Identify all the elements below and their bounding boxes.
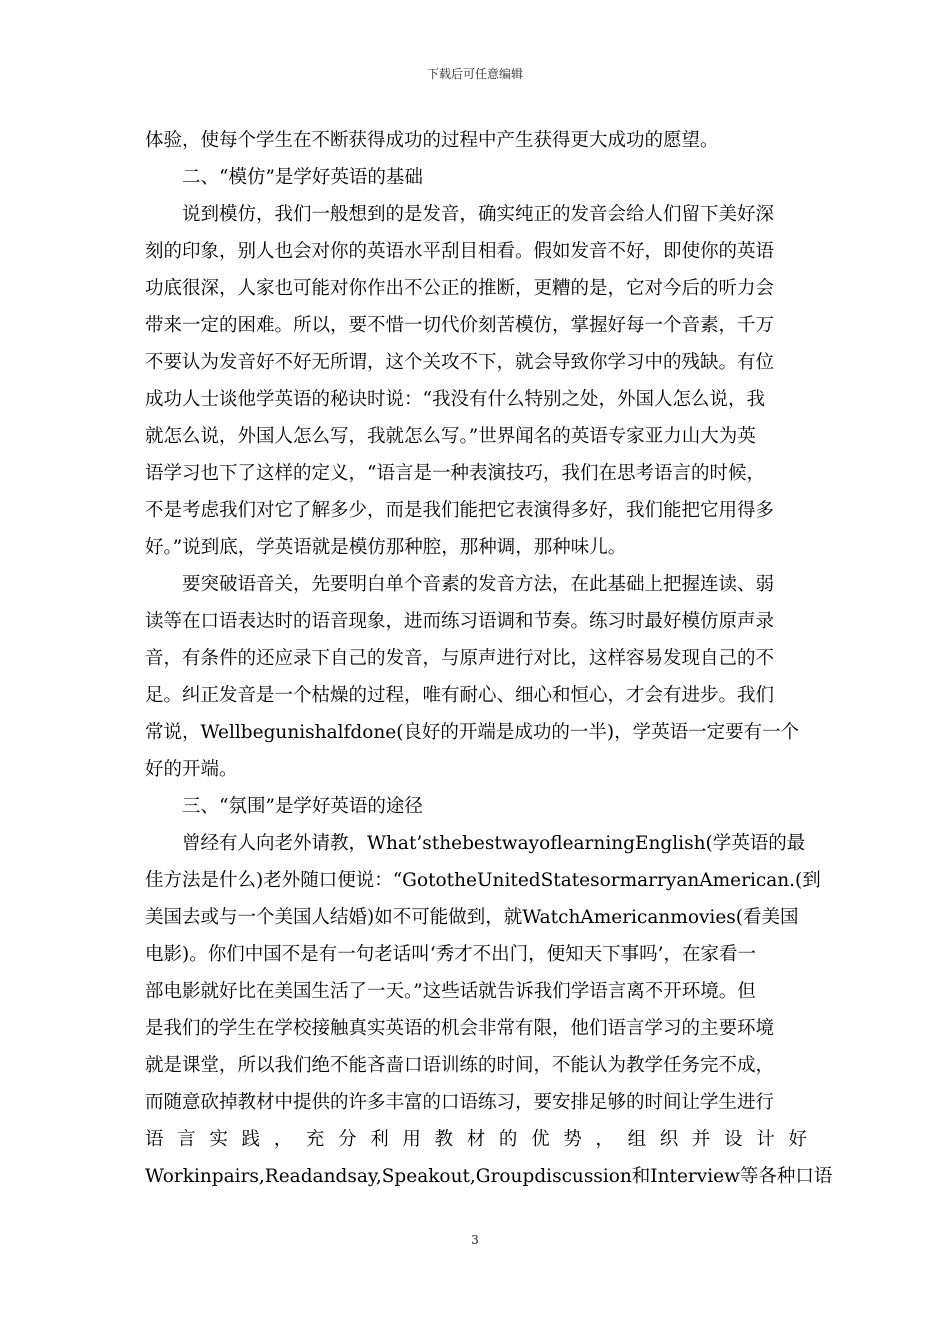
justified-char: 组 <box>627 1129 647 1150</box>
paragraph-line: 部电影就好比在美国生活了一天。”这些话就告诉我们学语言离不开环境。但 <box>145 981 756 1002</box>
page-number: 3 <box>471 1233 479 1247</box>
justified-char: 践 <box>241 1129 261 1150</box>
justified-paragraph-line <box>145 1121 807 1158</box>
justified-char: 设 <box>724 1129 743 1150</box>
paragraph-line: Workinpairs,Readandsay,Speakout,Groupdiscussion和Interview等各种口语 <box>145 1166 833 1187</box>
page-header: 下载后可任意编辑 <box>426 67 523 81</box>
justified-char: 并 <box>691 1129 711 1150</box>
justified-char: 的 <box>498 1129 518 1150</box>
paragraph-line: 不是考虑我们对它了解多少，而是我们能把它表演得多好，我们能把它用得多 <box>145 500 775 521</box>
paragraph-line: 要突破语音关，先要明白单个音素的发音方法，在此基础上把握连读、弱 <box>182 574 775 595</box>
paragraph-line: 而随意砍掉教材中提供的许多丰富的口语练习，要安排足够的时间让学生进行 <box>145 1092 775 1113</box>
justified-char: 言 <box>177 1129 196 1150</box>
paragraph-line: 音，有条件的还应录下自己的发音，与原声进行对比，这样容易发现自己的不 <box>145 648 775 669</box>
paragraph-line: 就是课堂，所以我们绝不能吝啬口语训练的时间，不能认为教学任务完不成， <box>145 1055 775 1076</box>
paragraph-line: 刻的印象，别人也会对你的英语水平刮目相看。假如发音不好，即使你的英语 <box>145 241 775 262</box>
paragraph-line: 功底很深，人家也可能对你作出不公正的推断，更糟的是，它对今后的听力会 <box>145 278 775 299</box>
justified-char: 好 <box>788 1129 807 1150</box>
justified-char: 材 <box>466 1129 486 1150</box>
paragraph-line: 电影)。你们中国不是有一句老话叫‘秀才不出门，便知天下事吗’，在家看一 <box>145 944 756 965</box>
paragraph-line: 体验，使每个学生在不断获得成功的过程中产生获得更大成功的愿望。 <box>145 130 719 151</box>
document-body <box>145 122 833 1195</box>
paragraph-line: 足。纠正发音是一个枯燥的过程，唯有耐心、细心和恒心，才会有进步。我们 <box>145 685 775 706</box>
justified-char: 用 <box>402 1129 421 1150</box>
paragraph-line: 好。”说到底，学英语就是模仿那种腔，那种调，那种味儿。 <box>145 537 627 558</box>
paragraph-line: 带来一定的困难。所以，要不惜一切代价刻苦模仿，掌握好每一个音素，千万 <box>145 315 775 336</box>
section-heading-imitation: 二、“模仿”是学好英语的基础 <box>182 167 423 188</box>
paragraph-line: 佳方法是什么)老外随口便说：“GototheUnitedStatesormarryanAmerican.(到 <box>145 870 821 891</box>
justified-char: ， <box>595 1129 614 1150</box>
justified-char: ， <box>273 1129 293 1150</box>
paragraph-line: 语学习也下了这样的定义，“语言是一种表演技巧，我们在思考语言的时候， <box>145 463 765 484</box>
paragraph-line: 就怎么说，外国人怎么写，我就怎么写。”世界闻名的英语专家亚力山大为英 <box>145 426 756 447</box>
justified-char: 教 <box>434 1129 454 1150</box>
justified-char: 织 <box>659 1129 679 1150</box>
justified-char: 计 <box>756 1129 775 1150</box>
justified-char: 分 <box>338 1129 357 1150</box>
justified-char: 势 <box>563 1129 582 1150</box>
paragraph-line: 说到模仿，我们一般想到的是发音，确实纯正的发音会给人们留下美好深 <box>182 204 775 225</box>
justified-char: 利 <box>370 1129 389 1150</box>
section-heading-atmosphere: 三、“氛围”是学好英语的途径 <box>182 796 423 817</box>
justified-char: 语 <box>145 1129 164 1150</box>
paragraph-line: 不要认为发音好不好无所谓，这个关攻不下，就会导致你学习中的残缺。有位 <box>145 352 775 373</box>
justified-char: 优 <box>531 1129 550 1150</box>
paragraph-line: 美国去或与一个美国人结婚)如不可能做到，就WatchAmericanmovies(看美国 <box>145 907 799 928</box>
paragraph-line: 是我们的学生在学校接触真实英语的机会非常有限，他们语言学习的主要环境 <box>145 1018 775 1039</box>
paragraph-line: 常说，Wellbegunishalfdone(良好的开端是成功的一半)，学英语一定要有一个 <box>145 722 800 743</box>
paragraph-line: 读等在口语表达时的语音现象，进而练习语调和节奏。练习时最好模仿原声录 <box>145 611 775 632</box>
paragraph-line: 曾经有人向老外请教，What’sthebestwayoflearningEnglish(学英语的最 <box>182 833 806 854</box>
justified-char: 实 <box>209 1129 228 1150</box>
paragraph-line: 好的开端。 <box>145 759 238 780</box>
justified-char: 充 <box>305 1129 325 1150</box>
paragraph-line: 成功人士谈他学英语的秘诀时说：“我没有什么特别之处，外国人怎么说，我 <box>145 389 765 410</box>
